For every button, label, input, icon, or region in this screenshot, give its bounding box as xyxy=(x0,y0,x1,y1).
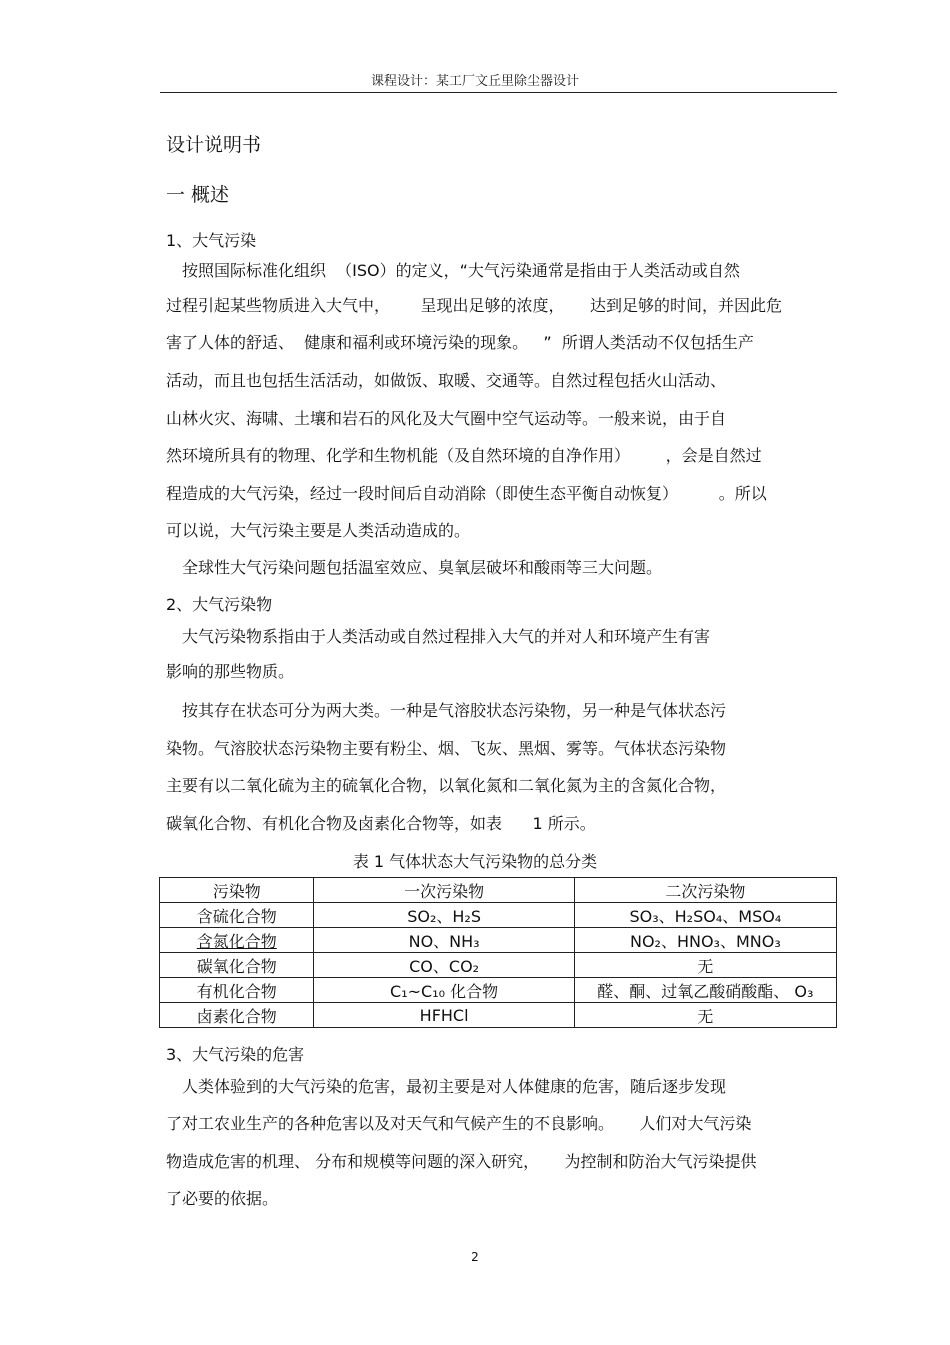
table-cell: SO₃、H₂SO₄、MSO₄ xyxy=(574,903,836,928)
table-cell: 碳氧化合物 xyxy=(160,953,314,978)
table-header-cell: 一次污染物 xyxy=(314,878,574,903)
paragraph-line: 山林火灾、海啸、土壤和岩石的风化及大气圈中空气运动等。一般来说，由于自 xyxy=(166,409,727,428)
paragraph-line: 人类体验到的大气污染的危害，最初主要是对人体健康的危害，随后逐步发现 xyxy=(182,1077,727,1096)
paragraph-line: 碳氧化合物、有机化合物及卤素化合物等，如表 1 所示。 xyxy=(166,814,596,833)
table-cell: 含硫化合物 xyxy=(160,903,314,928)
table-header-cell: 二次污染物 xyxy=(574,878,836,903)
header-rule xyxy=(160,92,837,93)
paragraph-line: 主要有以二氧化硫为主的硫氧化合物，以氧化氮和二氧化氮为主的含氮化合物， xyxy=(166,776,727,795)
table-cell: 含氮化合物 xyxy=(160,928,314,953)
paragraph-line: 活动，而且也包括生活活动，如做饭、取暖、交通等。自然过程包括火山活动、 xyxy=(166,371,727,390)
table-cell: NO、NH₃ xyxy=(314,928,574,953)
table-cell: SO₂、H₂S xyxy=(314,903,574,928)
subsection-heading-pollutants: 2、大气污染物 xyxy=(166,595,273,614)
table-row xyxy=(160,953,837,978)
paragraph-line: 了对工农业生产的各种危害以及对天气和气候产生的不良影响。 人们对大气污染 xyxy=(166,1114,752,1133)
paragraph-line: 程造成的大气污染，经过一段时间后自动消除（即使生态平衡自动恢复） 。所以 xyxy=(166,484,767,503)
table-row xyxy=(160,1003,837,1028)
table-cell: 有机化合物 xyxy=(160,978,314,1003)
paragraph-line: 按照国际标准化组织 （ISO）的定义，“大气污染通常是指由于人类活动或自然 xyxy=(182,261,740,280)
paragraph-line: 全球性大气污染问题包括温室效应、臭氧层破坏和酸雨等三大问题。 xyxy=(182,558,663,577)
table-row xyxy=(160,903,837,928)
table-cell: CO、CO₂ xyxy=(314,953,574,978)
paragraph-line: 大气污染物系指由于人类活动或自然过程排入大气的并对人和环境产生有害 xyxy=(182,627,711,646)
paragraph-line: 了必要的依据。 xyxy=(166,1189,279,1208)
table-cell: HFHCl xyxy=(314,1003,574,1028)
paragraph-line: 影响的那些物质。 xyxy=(166,662,295,681)
page-number: 2 xyxy=(471,1250,479,1264)
pollutant-table xyxy=(159,877,837,1028)
table-header-row xyxy=(160,878,837,903)
paragraph-line: 可以说，大气污染主要是人类活动造成的。 xyxy=(166,521,471,540)
paragraph-line: 过程引起某些物质进入大气中， 呈现出足够的浓度， 达到足够的时间，并因此危 xyxy=(166,296,782,315)
table-header-cell: 污染物 xyxy=(160,878,314,903)
paragraph-line: 物造成危害的机理、 分布和规模等问题的深入研究， 为控制和防治大气污染提供 xyxy=(166,1152,757,1171)
table-caption: 表 1 气体状态大气污染物的总分类 xyxy=(352,852,598,871)
paragraph-line: 害了人体的舒适、 健康和福利或环境污染的现象。 ” 所谓人类活动不仅包括生产 xyxy=(166,333,754,352)
table-cell: 醛、酮、过氧乙酸硝酸酯、 O₃ xyxy=(574,978,836,1003)
table-cell: NO₂、HNO₃、MNO₃ xyxy=(574,928,836,953)
paragraph-line: 染物。气溶胶状态污染物主要有粉尘、烟、飞灰、黑烟、雾等。气体状态污染物 xyxy=(166,739,727,758)
running-header: 课程设计：某工厂文丘里除尘器设计 xyxy=(370,74,579,89)
section-heading-overview: 一 概述 xyxy=(166,184,230,206)
table-row xyxy=(160,928,837,953)
paragraph-line: 按其存在状态可分为两大类。一种是气溶胶状态污染物，另一种是气体状态污 xyxy=(182,701,727,720)
table-cell: 卤素化合物 xyxy=(160,1003,314,1028)
table-row xyxy=(160,978,837,1003)
table-cell: 无 xyxy=(574,953,836,978)
doc-title: 设计说明书 xyxy=(166,134,262,156)
paragraph-line: 然环境所具有的物理、化学和生物机能（及自然环境的自净作用） ，会是自然过 xyxy=(166,446,762,465)
table-cell: 无 xyxy=(574,1003,836,1028)
subsection-heading-air-pollution: 1、大气污染 xyxy=(166,231,257,250)
table-cell: C₁~C₁₀ 化合物 xyxy=(314,978,574,1003)
subsection-heading-hazards: 3、大气污染的危害 xyxy=(166,1045,305,1064)
